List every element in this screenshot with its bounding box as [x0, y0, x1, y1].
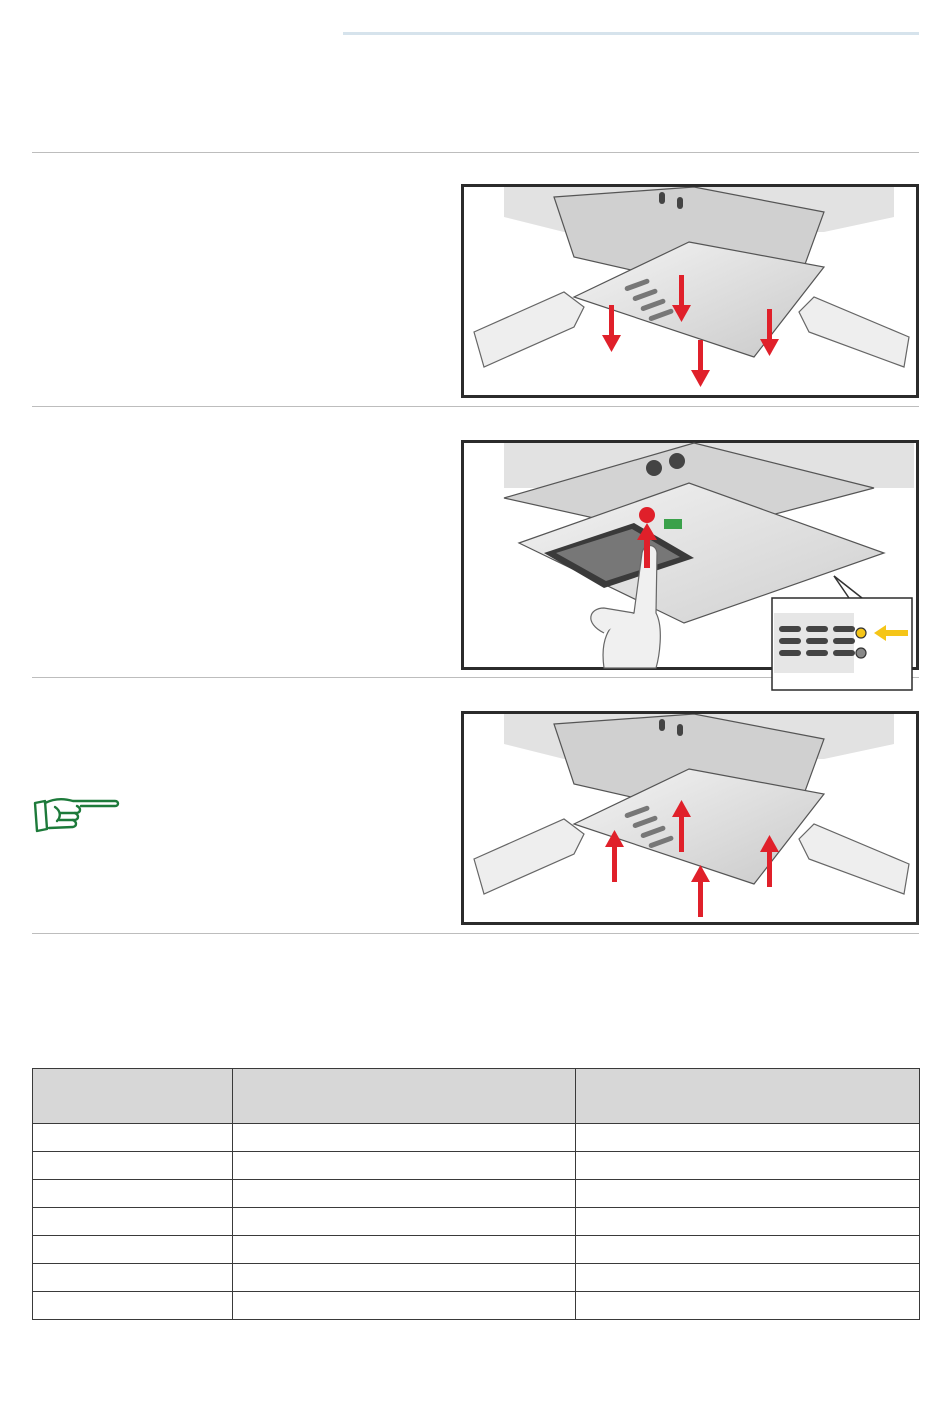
table-cell: [33, 1264, 233, 1292]
table-row: [33, 1292, 920, 1320]
table-cell: [576, 1208, 920, 1236]
data-table: [32, 1068, 920, 1320]
table-cell: [33, 1208, 233, 1236]
section-divider: [32, 933, 919, 934]
table-header-cell: [33, 1069, 233, 1124]
table-cell: [233, 1264, 576, 1292]
table-cell: [33, 1292, 233, 1320]
table-cell: [576, 1236, 920, 1264]
header-rule: [343, 32, 919, 35]
table-cell: [576, 1152, 920, 1180]
table-cell: [233, 1124, 576, 1152]
table-cell: [576, 1180, 920, 1208]
table-cell: [233, 1208, 576, 1236]
table-cell: [33, 1236, 233, 1264]
table-cell: [233, 1180, 576, 1208]
section-divider: [32, 406, 919, 407]
table-row: [33, 1264, 920, 1292]
table-cell: [233, 1152, 576, 1180]
table-cell: [33, 1180, 233, 1208]
figure-remove-cover: [461, 184, 919, 398]
table-cell: [33, 1124, 233, 1152]
table-row: [33, 1180, 920, 1208]
figure-press-release: [461, 440, 919, 670]
table-cell: [576, 1124, 920, 1152]
section-divider: [32, 152, 919, 153]
table-row: [33, 1208, 920, 1236]
table-header-cell: [233, 1069, 576, 1124]
table-cell: [233, 1292, 576, 1320]
table-row: [33, 1124, 920, 1152]
table-row: [33, 1152, 920, 1180]
pointing-hand-icon: [31, 795, 121, 835]
table-row: [33, 1236, 920, 1264]
table-cell: [233, 1236, 576, 1264]
table-cell: [576, 1292, 920, 1320]
table-cell: [576, 1264, 920, 1292]
table-header-row: [33, 1069, 920, 1124]
table-cell: [33, 1152, 233, 1180]
figure-reattach-cover: [461, 711, 919, 925]
table-header-cell: [576, 1069, 920, 1124]
